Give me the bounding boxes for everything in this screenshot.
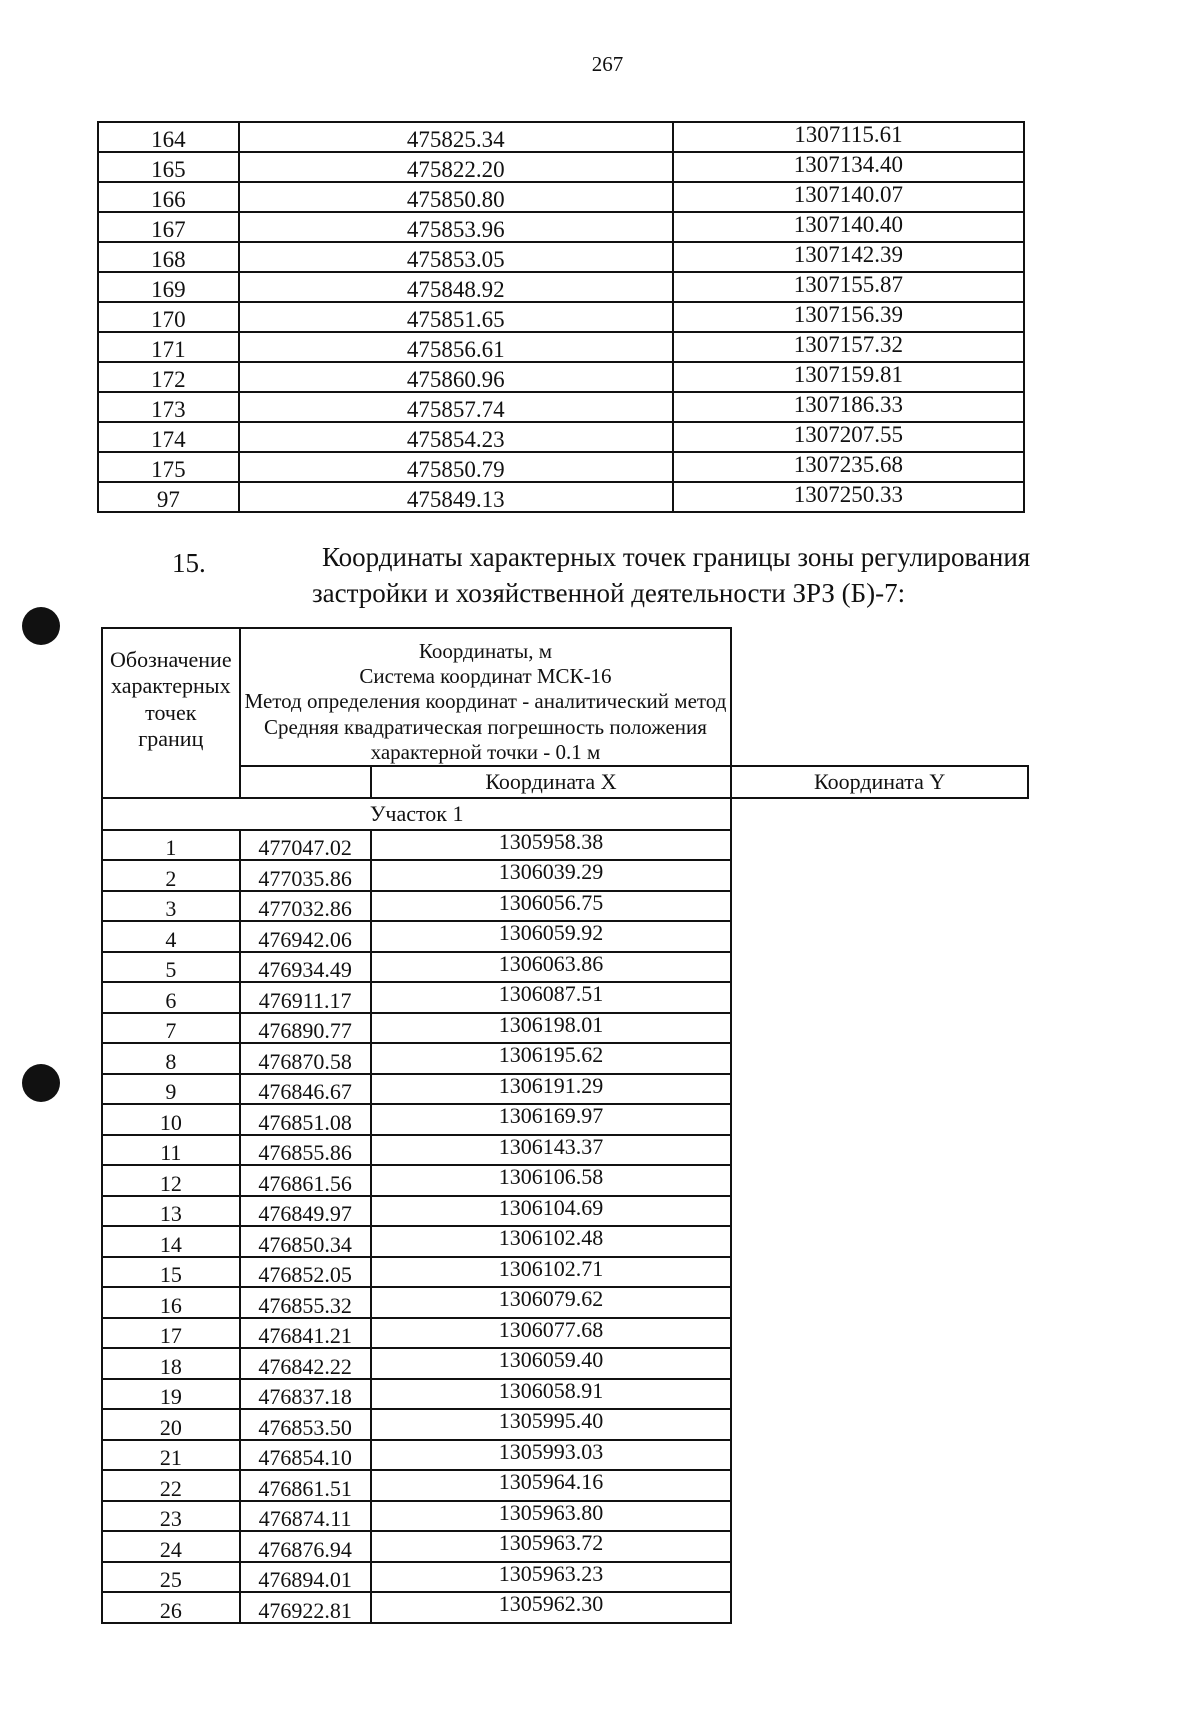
coordinate-x-cell: 476854.10 [240, 1440, 371, 1471]
coordinate-x-cell: 475854.23 [239, 422, 673, 452]
coordinate-x-cell: 475856.61 [239, 332, 673, 362]
point-number-cell: 166 [98, 182, 239, 212]
column-header-x: Координата X [371, 766, 732, 798]
table-row [102, 1562, 1028, 1593]
point-number-cell: 167 [98, 212, 239, 242]
header-coordinates-info [240, 628, 732, 766]
coordinate-x-cell: 476846.67 [240, 1074, 371, 1105]
coordinate-x-cell: 477035.86 [240, 860, 371, 891]
table-row [102, 1013, 1028, 1044]
coordinate-y-cell: 1305962.30 [371, 1592, 732, 1623]
coordinate-x-cell: 476841.21 [240, 1318, 371, 1349]
section-title-line: застройки и хозяйственной деятельности ЗРЗ (Б)-7: [312, 577, 906, 608]
point-number-cell: 18 [102, 1348, 240, 1379]
table-row [98, 332, 1024, 362]
header-text: Система координат МСК-16 [359, 664, 612, 689]
header-text: характерных [111, 673, 231, 699]
point-number-cell: 6 [102, 982, 240, 1013]
coordinate-x-cell: 475853.96 [239, 212, 673, 242]
coordinate-y-cell: 1306077.68 [371, 1318, 732, 1349]
table-row [98, 182, 1024, 212]
table-row [98, 392, 1024, 422]
punch-hole-mark [22, 607, 60, 645]
point-number-cell: 4 [102, 921, 240, 952]
table-row [102, 1531, 1028, 1562]
table-row [102, 1135, 1028, 1166]
coordinate-y-cell: 1306191.29 [371, 1074, 732, 1105]
coordinate-x-cell: 476850.34 [240, 1226, 371, 1257]
point-number-cell: 169 [98, 272, 239, 302]
coordinate-x-cell: 476861.51 [240, 1470, 371, 1501]
coordinate-y-cell: 1306106.58 [371, 1165, 732, 1196]
point-number-cell: 11 [102, 1135, 240, 1166]
coordinate-y-cell: 1305964.16 [371, 1470, 732, 1501]
point-number-cell: 9 [102, 1074, 240, 1105]
point-number-cell: 24 [102, 1531, 240, 1562]
point-number-cell: 22 [102, 1470, 240, 1501]
point-number-cell: 175 [98, 452, 239, 482]
coordinate-x-cell: 475825.34 [239, 122, 673, 152]
coordinate-x-cell: 476894.01 [240, 1562, 371, 1593]
coordinate-y-cell: 1307115.61 [673, 122, 1024, 152]
point-number-cell: 172 [98, 362, 239, 392]
coordinate-y-cell: 1306195.62 [371, 1043, 732, 1074]
point-number-cell: 12 [102, 1165, 240, 1196]
coordinate-y-cell: 1306102.48 [371, 1226, 732, 1257]
table-header-row [102, 628, 1028, 766]
coordinate-x-cell: 475860.96 [239, 362, 673, 392]
point-number-cell: 26 [102, 1592, 240, 1623]
point-number-cell: 173 [98, 392, 239, 422]
coordinate-y-cell: 1307186.33 [673, 392, 1024, 422]
coordinate-y-cell: 1307140.07 [673, 182, 1024, 212]
coordinate-x-cell: 475850.80 [239, 182, 673, 212]
point-number-cell: 2 [102, 860, 240, 891]
section-number: 15. [172, 548, 206, 578]
coordinate-y-cell: 1305993.03 [371, 1440, 732, 1471]
coordinate-x-cell: 475851.65 [239, 302, 673, 332]
header-text: границ [138, 726, 204, 752]
point-number-cell: 23 [102, 1501, 240, 1532]
point-number-cell: 1 [102, 830, 240, 861]
point-number-cell: 10 [102, 1104, 240, 1135]
coordinate-y-cell: 1307207.55 [673, 422, 1024, 452]
coordinate-y-cell: 1306198.01 [371, 1013, 732, 1044]
coordinate-y-cell: 1306079.62 [371, 1287, 732, 1318]
coordinate-x-cell: 475849.13 [239, 482, 673, 512]
table-row [102, 891, 1028, 922]
coordinate-y-cell: 1306104.69 [371, 1196, 732, 1227]
section-label: Участок 1 [102, 798, 731, 830]
coordinate-y-cell: 1307250.33 [673, 482, 1024, 512]
point-number-cell: 165 [98, 152, 239, 182]
coordinate-y-cell: 1307159.81 [673, 362, 1024, 392]
header-text: Метод определения координат - аналитический метод [244, 689, 727, 714]
table-row [102, 982, 1028, 1013]
coordinate-y-cell: 1306087.51 [371, 982, 732, 1013]
column-header-row [102, 766, 1028, 798]
coordinate-y-cell: 1306169.97 [371, 1104, 732, 1135]
coordinate-x-cell: 476934.49 [240, 952, 371, 983]
table-row [102, 1165, 1028, 1196]
coordinates-table-zrz-b7 [101, 627, 1029, 1624]
point-number-cell: 8 [102, 1043, 240, 1074]
table-row [102, 1470, 1028, 1501]
punch-hole-mark [22, 1064, 60, 1102]
table-row [102, 1074, 1028, 1105]
coordinate-x-cell: 477047.02 [240, 830, 371, 861]
coordinate-y-cell: 1307140.40 [673, 212, 1024, 242]
point-number-cell: 168 [98, 242, 239, 272]
coordinate-y-cell: 1305995.40 [371, 1409, 732, 1440]
table-row [98, 122, 1024, 152]
coordinate-y-cell: 1306039.29 [371, 860, 732, 891]
coordinate-y-cell: 1306059.40 [371, 1348, 732, 1379]
column-header-empty [240, 766, 371, 798]
table-row [102, 1379, 1028, 1410]
coordinate-y-cell: 1305963.23 [371, 1562, 732, 1593]
point-number-cell: 5 [102, 952, 240, 983]
coordinate-y-cell: 1306143.37 [371, 1135, 732, 1166]
coordinate-x-cell: 476911.17 [240, 982, 371, 1013]
point-number-cell: 21 [102, 1440, 240, 1471]
point-number-cell: 174 [98, 422, 239, 452]
table-row [102, 1196, 1028, 1227]
coordinate-y-cell: 1305963.72 [371, 1531, 732, 1562]
table-row [98, 482, 1024, 512]
table-row [102, 1348, 1028, 1379]
point-number-cell: 7 [102, 1013, 240, 1044]
section-row [102, 798, 1028, 830]
table-row [98, 212, 1024, 242]
coordinate-x-cell: 476853.50 [240, 1409, 371, 1440]
table-row [102, 952, 1028, 983]
coordinate-y-cell: 1305963.80 [371, 1501, 732, 1532]
table-row [98, 302, 1024, 332]
section-title-line: Координаты характерных точек границы зоны регулирования [322, 542, 1031, 572]
table-row [102, 860, 1028, 891]
coordinate-x-cell: 476861.56 [240, 1165, 371, 1196]
point-number-cell: 13 [102, 1196, 240, 1227]
point-number-cell: 15 [102, 1257, 240, 1288]
coordinate-x-cell: 475857.74 [239, 392, 673, 422]
coordinate-x-cell: 476849.97 [240, 1196, 371, 1227]
table-row [98, 272, 1024, 302]
point-number-cell: 20 [102, 1409, 240, 1440]
coordinate-y-cell: 1306063.86 [371, 952, 732, 983]
coordinate-y-cell: 1305958.38 [371, 830, 732, 861]
point-number-cell: 17 [102, 1318, 240, 1349]
point-number-cell: 171 [98, 332, 239, 362]
coordinate-x-cell: 476837.18 [240, 1379, 371, 1410]
table-row [102, 1440, 1028, 1471]
point-number-cell: 14 [102, 1226, 240, 1257]
coordinate-y-cell: 1307155.87 [673, 272, 1024, 302]
coordinate-y-cell: 1307142.39 [673, 242, 1024, 272]
table-row [98, 152, 1024, 182]
table-row [102, 1104, 1028, 1135]
coordinate-x-cell: 476876.94 [240, 1531, 371, 1562]
header-text: Обозначение [110, 647, 232, 672]
coordinate-y-cell: 1307235.68 [673, 452, 1024, 482]
coordinate-x-cell: 476842.22 [240, 1348, 371, 1379]
coordinate-x-cell: 476851.08 [240, 1104, 371, 1135]
coordinate-x-cell: 476855.32 [240, 1287, 371, 1318]
coordinate-x-cell: 477032.86 [240, 891, 371, 922]
point-number-cell: 19 [102, 1379, 240, 1410]
coordinates-table-continued [97, 121, 1025, 513]
coordinate-x-cell: 476855.86 [240, 1135, 371, 1166]
table-row [102, 1318, 1028, 1349]
table-row [98, 242, 1024, 272]
header-text: точек [145, 699, 197, 725]
column-header-y: Координата Y [731, 766, 1028, 798]
coordinate-x-cell: 476870.58 [240, 1043, 371, 1074]
table-row [98, 422, 1024, 452]
coordinate-x-cell: 476852.05 [240, 1257, 371, 1288]
coordinate-x-cell: 475850.79 [239, 452, 673, 482]
header-text: Средняя квадратическая погрешность положения характерной точки - 0.1 м [263, 714, 707, 764]
coordinate-y-cell: 1307157.32 [673, 332, 1024, 362]
table-row [98, 452, 1024, 482]
table-row [102, 830, 1028, 861]
coordinate-x-cell: 475848.92 [239, 272, 673, 302]
point-number-cell: 164 [98, 122, 239, 152]
point-number-cell: 3 [102, 891, 240, 922]
coordinate-y-cell: 1306056.75 [371, 891, 732, 922]
table-row [102, 921, 1028, 952]
coordinate-y-cell: 1306058.91 [371, 1379, 732, 1410]
coordinate-y-cell: 1307134.40 [673, 152, 1024, 182]
table-row [98, 362, 1024, 392]
section-title [312, 540, 1072, 612]
point-number-cell: 25 [102, 1562, 240, 1593]
coordinate-x-cell: 476942.06 [240, 921, 371, 952]
coordinate-x-cell: 475822.20 [239, 152, 673, 182]
table-row [102, 1501, 1028, 1532]
header-point-designation [102, 628, 240, 798]
table-row [102, 1592, 1028, 1623]
header-text: Координаты, м [418, 639, 553, 663]
coordinate-x-cell: 476874.11 [240, 1501, 371, 1532]
table-row [102, 1226, 1028, 1257]
coordinate-x-cell: 475853.05 [239, 242, 673, 272]
coordinate-y-cell: 1307156.39 [673, 302, 1024, 332]
table-row [102, 1287, 1028, 1318]
table-row [102, 1043, 1028, 1074]
table-row [102, 1257, 1028, 1288]
point-number-cell: 97 [98, 482, 239, 512]
coordinate-x-cell: 476922.81 [240, 1592, 371, 1623]
page-number: 267 [591, 52, 624, 76]
coordinate-y-cell: 1306059.92 [371, 921, 732, 952]
table-row [102, 1409, 1028, 1440]
coordinate-y-cell: 1306102.71 [371, 1257, 732, 1288]
coordinate-x-cell: 476890.77 [240, 1013, 371, 1044]
point-number-cell: 170 [98, 302, 239, 332]
point-number-cell: 16 [102, 1287, 240, 1318]
